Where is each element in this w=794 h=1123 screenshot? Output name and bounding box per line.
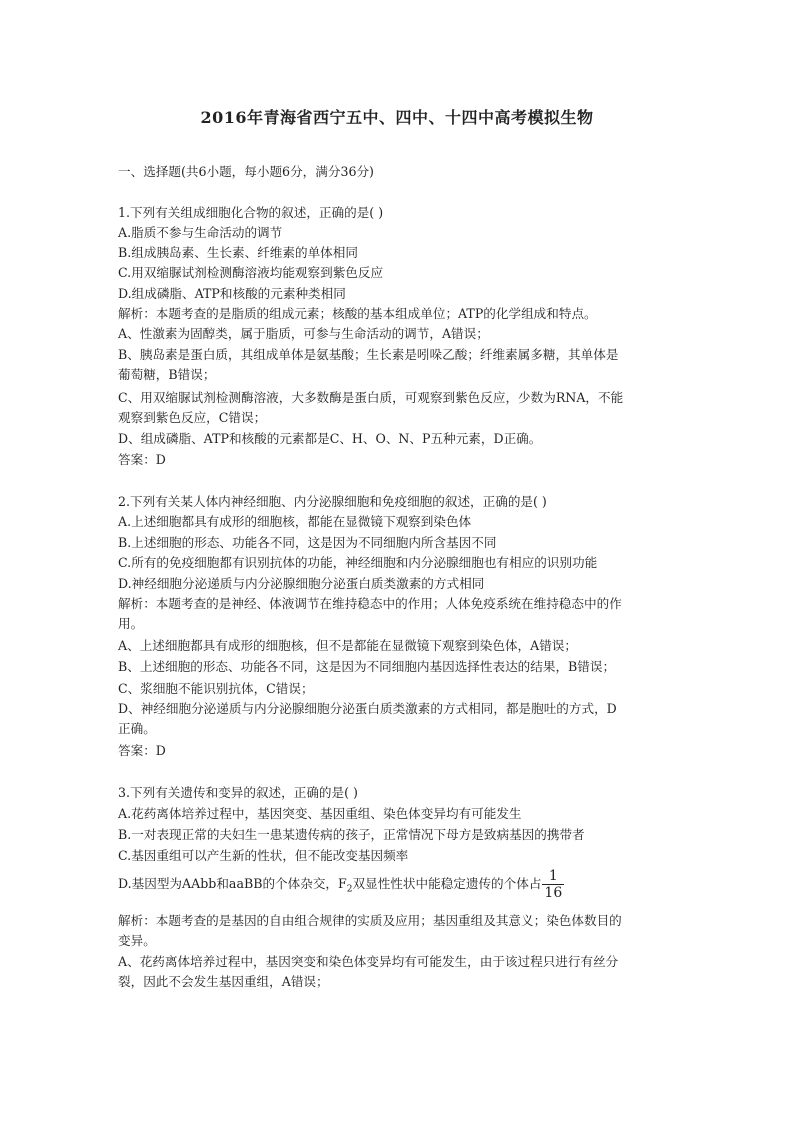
q1-stem: 1.下列有关组成细胞化合物的叙述，正确的是( ) <box>118 205 384 220</box>
q1-option-c: C.用双缩脲试剂检测酶溶液均能观察到紫色反应 <box>118 265 384 280</box>
q1-option-b: B.组成胰岛素、生长素、纤维素的单体相同 <box>118 245 358 260</box>
q3-option-a: A.花药离体培养过程中，基因突变、基因重组、染色体变异均有可能发生 <box>118 806 522 821</box>
q2-explanation: A、上述细胞都具有成形的细胞核，但不是都能在显微镜下观察到染色体，A错误； <box>118 638 577 653</box>
fraction-denominator: 16 <box>544 885 563 901</box>
q3-explanation: 解析：本题考查的是基因的自由组合规律的实质及应用；基因重组及其意义；染色体数目的 <box>118 913 622 928</box>
q3-option-d-text: D.基因型为AAbb和aaBB的个体杂交，F <box>118 876 347 891</box>
q1-explanation: A、性激素为固醇类，属于脂质，可参与生命活动的调节，A错误； <box>118 326 489 341</box>
q1-explanation: 解析：本题考查的是脂质的组成元素；核酸的基本组成单位；ATP的化学组成和特点。 <box>118 306 597 321</box>
q2-explanation: 解析：本题考查的是神经、体液调节在维持稳态中的作用；人体免疫系统在维持稳态中的作 <box>118 596 622 611</box>
q3-option-b: B.一对表现正常的夫妇生一患某遗传病的孩子，正常情况下母方是致病基因的携带者 <box>118 827 585 842</box>
q3-explanation: 裂，因此不会发生基因重组，A错误； <box>118 974 329 989</box>
q3-explanation: A、花药离体培养过程中，基因突变和染色体变异均有可能发生，由于该过程只进行有丝分 <box>118 954 619 969</box>
q1-explanation: C、用双缩脲试剂检测酶溶液，大多数酶是蛋白质，可观察到紫色反应，少数为RNA，不能 <box>118 390 624 405</box>
q2-option-c: C.所有的免疫细胞都有识别抗体的功能，神经细胞和内分泌腺细胞也有相应的识别功能 <box>118 555 598 570</box>
q3-option-d <box>118 868 564 901</box>
q2-option-a: A.上述细胞都具有成形的细胞核，都能在显微镜下观察到染色体 <box>118 514 472 529</box>
fraction-numerator: 1 <box>542 868 564 885</box>
q1-explanation: D、组成磷脂、ATP和核酸的元素都是C、H、O、N、P五种元素，D正确。 <box>118 431 542 446</box>
q3-explanation: 变异。 <box>118 933 156 948</box>
q1-option-d: D.组成磷脂、ATP和核酸的元素种类相同 <box>118 286 346 301</box>
q2-option-b: B.上述细胞的形态、功能各不同，这是因为不同细胞内所含基因不同 <box>118 535 497 550</box>
fraction <box>542 868 564 901</box>
q2-explanation: 正确。 <box>118 721 156 736</box>
q1-explanation: 观察到紫色反应，C错误； <box>118 410 267 425</box>
q3-stem: 3.下列有关遗传和变异的叙述，正确的是( ) <box>118 785 358 800</box>
q3-option-c: C.基因重组可以产生新的性状，但不能改变基因频率 <box>118 848 409 863</box>
q2-stem: 2.下列有关某人体内神经细胞、内分泌腺细胞和免疫细胞的叙述，正确的是( ) <box>118 494 547 509</box>
page-title: 2016年青海省西宁五中、四中、十四中高考模拟生物 <box>200 108 594 127</box>
q2-explanation: C、浆细胞不能识别抗体，C错误； <box>118 681 314 696</box>
q2-explanation: 用。 <box>118 616 144 631</box>
q3-option-d-text-rest: 双显性性状中能稳定遗传的个体占 <box>352 876 542 891</box>
q1-explanation: B、胰岛素是蛋白质，其组成单体是氨基酸；生长素是吲哚乙酸；纤维素属多糖，其单体是 <box>118 347 619 362</box>
q2-option-d: D.神经细胞分泌递质与内分泌腺细胞分泌蛋白质类激素的方式相同 <box>118 576 485 591</box>
section-heading: 一、选择题(共6小题，每小题6分，满分36分) <box>118 164 374 179</box>
q1-option-a: A.脂质不参与生命活动的调节 <box>118 225 283 240</box>
q1-answer: 答案：D <box>118 452 166 467</box>
q2-explanation: B、上述细胞的形态、功能各不同，这是因为不同细胞内基因选择性表达的结果，B错误； <box>118 659 616 674</box>
f2-subscript: 2 <box>346 884 353 895</box>
q2-explanation: D、神经细胞分泌递质与内分泌腺细胞分泌蛋白质类激素的方式相同，都是胞吐的方式，D <box>118 701 617 716</box>
q2-answer: 答案：D <box>118 743 166 758</box>
q1-explanation: 葡萄糖，B错误； <box>118 367 216 382</box>
